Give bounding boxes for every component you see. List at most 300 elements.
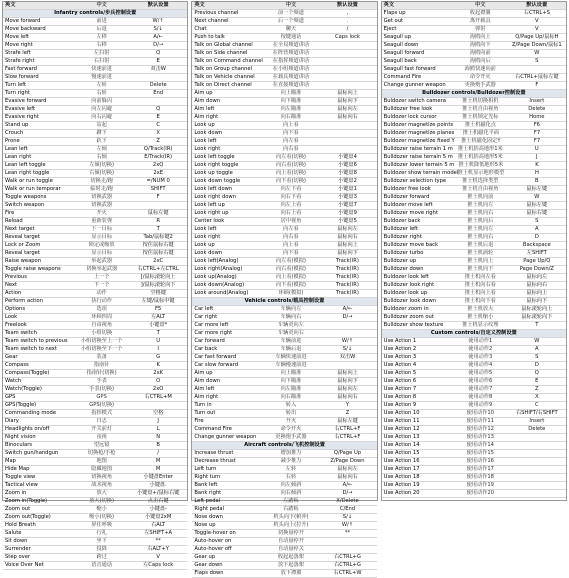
section-title	[192, 298, 376, 306]
table-row	[382, 346, 566, 354]
table-row	[192, 338, 376, 346]
table-row	[3, 554, 187, 562]
action-english: Gear	[5, 354, 18, 360]
table-row	[3, 274, 187, 282]
action-chinese: 向右看(切换)	[275, 162, 306, 168]
table-row	[382, 138, 566, 146]
action-chinese: 前进	[96, 18, 107, 24]
table-row	[382, 186, 566, 194]
default-key: Track(IR)	[336, 282, 359, 288]
action-english: Previous	[5, 274, 27, 280]
default-key: B	[535, 178, 539, 184]
table-row	[192, 242, 376, 250]
action-english: Use Action 15	[383, 450, 420, 456]
default-key: 鼠标向右	[337, 234, 358, 240]
action-english: Zoom in	[5, 490, 27, 496]
table-row	[382, 258, 566, 266]
default-key	[318, 58, 376, 65]
default-key: Q	[156, 106, 161, 112]
default-key: W	[534, 338, 540, 344]
action-chinese: 向左看	[283, 138, 299, 144]
table-row	[3, 490, 187, 498]
default-key: U	[534, 146, 539, 152]
column-header	[3, 2, 187, 10]
action-chinese: 切换走/跑	[90, 178, 113, 184]
action-chinese: 使用动作10	[466, 410, 494, 416]
action-chinese: 向右看(模拟)	[275, 266, 306, 272]
action-english: Look left	[194, 138, 217, 144]
table-row	[3, 26, 187, 34]
default-key: E	[156, 114, 160, 120]
default-key: 按住鼠标右键	[142, 242, 174, 248]
table-row	[382, 410, 566, 418]
table-row	[3, 506, 187, 514]
default-key: A/←	[342, 482, 353, 488]
action-chinese: 推土机后退	[467, 242, 494, 248]
action-chinese: 向右闪避	[91, 114, 113, 120]
table-row	[382, 34, 566, 42]
default-key: Track(IR)	[336, 266, 359, 272]
action-chinese: 缩小(切换)	[89, 514, 115, 520]
action-english: Zoom out(Toggle)	[5, 514, 51, 520]
action-english: Use Action 18	[383, 474, 420, 480]
default-key: 右CTRL+M	[144, 394, 172, 400]
default-key: 鼠标右键	[526, 210, 548, 216]
default-key: 小键盘2xM	[144, 514, 172, 520]
action-chinese: 在全局频道讲话	[272, 42, 310, 48]
default-key: 鼠标左键	[147, 210, 169, 216]
action-english: Bulldozer zoom out	[383, 314, 434, 320]
action-english: Look up	[194, 122, 215, 128]
table-row	[192, 210, 376, 218]
table-row	[382, 170, 566, 178]
action-english: Buldozer magnetize fixed Y	[383, 138, 455, 144]
action-chinese: 使用动作9	[468, 402, 493, 408]
action-chinese: 环顾(模拟)	[278, 290, 304, 296]
action-chinese: 后一个频道	[277, 18, 304, 24]
table-row	[3, 42, 187, 50]
action-english: Change gunner weapon	[194, 434, 257, 440]
default-key: U	[156, 338, 161, 344]
default-key: F6	[533, 122, 540, 128]
default-key: F7	[533, 138, 541, 144]
default-key: 右CTRL+W	[333, 570, 362, 576]
action-chinese: 在载具频道讲话	[272, 74, 310, 80]
default-key: Caps lock	[335, 34, 360, 40]
action-english: Switch gun/handgun	[5, 450, 59, 456]
action-english: Team switch to next	[5, 346, 57, 352]
action-chinese: 推土机向左看	[464, 274, 496, 280]
action-english: Action	[5, 290, 22, 296]
action-english: Turn right	[5, 90, 30, 96]
default-key: 小键盘3	[338, 194, 357, 200]
table-row	[192, 50, 376, 58]
table-row	[3, 82, 187, 90]
action-chinese: 左倾(切换)	[89, 162, 115, 168]
table-row	[3, 434, 187, 442]
default-key	[508, 458, 566, 465]
default-key: 鼠标向左	[337, 466, 358, 472]
table-row	[192, 66, 376, 74]
table-row	[3, 410, 187, 418]
action-chinese: 切换举起武器	[86, 266, 118, 272]
action-chinese: 放大	[96, 490, 107, 496]
default-key: 右CTRL+F	[334, 426, 361, 432]
default-key: J	[536, 154, 538, 160]
action-chinese: 使用动作6	[468, 378, 493, 384]
table-row	[3, 194, 187, 202]
section-title	[3, 10, 187, 18]
default-key: 小键盘5	[338, 218, 357, 224]
table-row	[3, 522, 187, 530]
default-key	[318, 330, 376, 337]
action-english: Freelook	[5, 322, 27, 328]
action-english: Talk on Global channel	[194, 42, 253, 48]
action-chinese: 右转	[96, 90, 107, 96]
table-row	[192, 194, 376, 202]
table-row	[192, 218, 376, 226]
action-english: Look up toggle	[194, 170, 233, 176]
action-chinese: 向右下看	[280, 194, 302, 200]
action-chinese: 推土机锁定光标	[462, 114, 499, 120]
action-english: Look right up	[194, 210, 229, 216]
table-row	[3, 130, 187, 138]
default-key: A/←	[342, 306, 353, 312]
default-key: 2xC	[153, 258, 164, 264]
action-chinese: 右扫射	[93, 58, 110, 64]
table-column-2	[191, 1, 377, 576]
default-key: =/NUM 0	[146, 178, 170, 184]
table-row	[192, 122, 376, 130]
default-key: E	[535, 378, 539, 384]
default-key	[318, 538, 376, 545]
table-row	[3, 178, 187, 186]
default-key	[129, 98, 187, 105]
table-row	[3, 466, 187, 474]
default-key	[508, 466, 566, 473]
action-chinese: 站起	[96, 122, 107, 128]
default-key	[318, 50, 376, 57]
default-key: 鼠标向左	[526, 274, 548, 280]
default-key: W/↑	[341, 338, 354, 344]
default-key: 小键盘4	[338, 154, 357, 160]
action-english: Walk or run toggle	[5, 178, 53, 184]
action-english: Reveal target	[5, 250, 40, 256]
action-chinese: 车辆向左	[280, 306, 302, 312]
action-english: Car slow forward	[194, 362, 239, 368]
table-row	[382, 250, 566, 258]
action-chinese: 夜视	[96, 434, 107, 440]
table-row	[382, 418, 566, 426]
action-chinese: 向右瞄准	[280, 114, 302, 120]
table-row	[3, 362, 187, 370]
action-chinese: 地图	[96, 458, 107, 464]
default-key: H	[535, 170, 539, 176]
action-english: Turn in	[194, 402, 212, 408]
default-key: .	[346, 18, 349, 24]
default-key: 小键盘-	[149, 506, 167, 512]
table-row	[192, 106, 376, 114]
default-key: E/Track(IR)	[144, 154, 173, 160]
action-chinese: 向上瞄准	[280, 370, 302, 376]
action-english: Bulldozer up	[383, 258, 417, 264]
action-chinese: 自动悬停关	[277, 546, 304, 552]
table-row	[382, 370, 566, 378]
action-english: Commanding mode	[5, 410, 57, 416]
default-key: 点击右键	[147, 498, 169, 504]
default-key	[318, 362, 376, 369]
table-row	[192, 170, 376, 178]
action-english: Bulldozer right	[383, 234, 422, 240]
table-row	[192, 266, 376, 274]
default-key: Insert	[529, 418, 545, 424]
action-chinese: 推土机抬高地形1米	[457, 146, 503, 152]
action-english: Use Action 17	[383, 466, 420, 472]
table-row	[192, 458, 376, 466]
default-key: 右CTRL+左CTRL	[137, 266, 179, 272]
action-chinese: 推土机向右看	[464, 282, 496, 288]
action-english: Fast forward	[5, 66, 37, 72]
table-row	[382, 378, 566, 386]
default-key: ,	[346, 10, 349, 16]
section-title	[192, 442, 376, 450]
action-english: Bulldozer lower terrain 5 m	[383, 162, 455, 168]
action-english: Buldozer lock cursor	[383, 114, 437, 120]
default-key: **	[344, 530, 351, 536]
table-row	[192, 130, 376, 138]
default-key	[508, 442, 566, 449]
action-chinese: 推土机向左	[467, 202, 494, 208]
action-chinese: 右踏板	[283, 506, 299, 512]
default-key: V	[156, 554, 160, 560]
table-row	[3, 562, 187, 570]
default-key: 双击W	[150, 66, 166, 72]
default-key: S	[535, 354, 539, 360]
action-chinese: 车辆后退	[280, 346, 302, 352]
action-english: Use Action 6	[383, 378, 417, 384]
default-key: M	[155, 466, 161, 472]
action-english: Use Action 4	[383, 362, 417, 368]
action-chinese: 屏住呼吸	[91, 522, 113, 528]
table-row	[3, 378, 187, 386]
action-english: Binoculars	[5, 442, 33, 448]
action-chinese: 语音通话	[91, 562, 113, 568]
table-row	[192, 202, 376, 210]
action-chinese: 向左看	[283, 226, 299, 232]
default-key: Page Down/Z	[519, 266, 554, 272]
table-row	[192, 362, 376, 370]
default-key: T	[156, 330, 160, 336]
action-chinese: 推土机向下看	[464, 298, 496, 304]
default-key: K	[156, 362, 160, 368]
header-default: 默认设置	[526, 2, 548, 8]
default-key: 右ALT+Y	[147, 546, 169, 552]
table-row	[192, 434, 376, 442]
default-key: Z	[156, 138, 160, 144]
action-english: Aim right	[194, 394, 219, 400]
action-chinese: 开火	[96, 210, 107, 216]
table-row	[192, 426, 376, 434]
default-key: 左SHIFT+A	[144, 530, 173, 536]
table-row	[192, 538, 376, 546]
table-row	[192, 154, 376, 162]
action-chinese: 车辆快速前进	[275, 354, 307, 360]
default-key: D/→	[342, 314, 353, 320]
action-english: Buldozer move left	[383, 202, 433, 208]
default-key: W/↑	[152, 18, 164, 24]
default-key: 鼠标向下	[337, 378, 358, 384]
default-key: ]/鼠标滚轮向下	[140, 282, 176, 288]
action-english: Car left	[194, 306, 214, 312]
action-english: Voice Over Net	[5, 562, 44, 568]
action-english: Surrender	[5, 546, 31, 552]
column-header	[382, 2, 566, 10]
default-key: End	[153, 90, 164, 96]
action-chinese: 推土机向下	[467, 266, 494, 272]
default-key: V	[535, 18, 539, 24]
action-english: Strafe left	[5, 50, 31, 56]
action-chinese: 选项	[96, 306, 107, 312]
table-row	[382, 50, 566, 58]
action-chinese: 战术视角	[91, 482, 113, 488]
action-english: Crouch	[5, 130, 24, 136]
default-key: [/鼠标滚轮向上	[140, 274, 176, 280]
action-chinese: 放大(切换)	[89, 498, 115, 504]
default-key: 鼠标向右	[526, 282, 548, 288]
action-english: Command Fire	[383, 74, 422, 80]
table-row	[192, 18, 376, 26]
default-key: 鼠标向上	[337, 370, 358, 376]
action-chinese: 向下看(切换)	[275, 178, 306, 184]
table-row	[382, 18, 566, 26]
action-chinese: 动作	[96, 290, 107, 296]
action-english: Use Action 11	[383, 418, 420, 424]
action-chinese: 锁定或缩放	[88, 242, 115, 248]
default-key	[318, 546, 376, 553]
action-chinese: 车辆慢速前进	[275, 362, 307, 368]
action-english: Look down	[194, 250, 223, 256]
table-row	[3, 426, 187, 434]
default-key: D	[534, 234, 539, 240]
default-key: I	[157, 346, 159, 352]
action-english: Walk or run temporar	[5, 186, 61, 192]
default-key: G	[156, 354, 161, 360]
table-row	[382, 242, 566, 250]
action-english: Previous channel	[194, 10, 239, 16]
action-english: Bulldozer raise terrain 1 m	[383, 146, 453, 152]
action-english: Decrease thrust	[194, 458, 236, 464]
action-english: Buldozer free look	[383, 186, 431, 192]
table-row	[192, 98, 376, 106]
default-key: B	[156, 442, 160, 448]
action-chinese: 向左看(模拟)	[275, 258, 306, 264]
default-key: 鼠标向右	[337, 394, 358, 400]
action-english: Buldozer show terrain model	[383, 170, 459, 176]
default-key: O	[156, 378, 161, 384]
action-english: Step over	[5, 554, 31, 560]
action-chinese: 更换炮手武器	[464, 82, 496, 88]
default-key: 鼠标滚轮向下	[521, 314, 553, 320]
default-key: S/↓	[153, 26, 163, 32]
table-row	[192, 466, 376, 474]
action-english: Watch(Toggle)	[5, 386, 42, 392]
table-row	[382, 210, 566, 218]
action-chinese: 使用动作18	[466, 474, 494, 480]
table-row	[382, 402, 566, 410]
action-english: Toggle-hover on	[194, 530, 236, 536]
action-chinese: 右移	[96, 42, 107, 48]
default-key	[129, 74, 187, 81]
table-row	[3, 106, 187, 114]
table-row	[382, 98, 566, 106]
default-key: 小键盘Enter	[143, 474, 173, 480]
action-chinese: 推土机抬高地形5米	[457, 154, 503, 160]
default-key: Y	[345, 402, 350, 408]
action-english: Look right	[194, 146, 221, 152]
action-english: Hide Map	[5, 466, 30, 472]
default-key: 鼠标向下	[337, 250, 358, 256]
action-chinese: 放下襟翼	[280, 570, 302, 576]
action-chinese: 向上看	[283, 122, 299, 128]
action-english: Look right	[194, 234, 221, 240]
action-english: Buldozer switch camera	[383, 98, 446, 104]
default-key: A	[535, 226, 539, 232]
action-chinese: 推土机显示纹理	[462, 322, 499, 328]
default-key: F	[535, 82, 539, 88]
default-key: S	[535, 58, 539, 64]
table-row	[382, 490, 566, 498]
default-key: 鼠标左键	[526, 186, 548, 192]
table-row	[3, 458, 187, 466]
action-chinese: 自由视角	[91, 322, 113, 328]
action-chinese: 环顾四周	[91, 314, 113, 320]
table-row	[192, 186, 376, 194]
action-chinese: 居中视角	[280, 218, 302, 224]
default-key: C	[535, 402, 539, 408]
action-english: Bank left	[194, 482, 218, 488]
action-english: Move left	[5, 34, 29, 40]
table-row	[3, 402, 187, 410]
action-chinese: 向右看	[283, 234, 299, 240]
table-row	[3, 210, 187, 218]
action-chinese: 向下瞄准	[280, 98, 302, 104]
table-row	[3, 58, 187, 66]
action-chinese: 使用动作1	[468, 338, 493, 344]
table-row	[382, 114, 566, 122]
action-english: Use Action 10	[383, 410, 420, 416]
table-row	[192, 450, 376, 458]
table-row	[3, 282, 187, 290]
default-key: F7	[533, 130, 541, 136]
table-row	[382, 274, 566, 282]
table-row	[192, 58, 376, 66]
column-header	[192, 2, 376, 10]
action-english: Seagull fast forward	[383, 66, 436, 72]
action-english: Use Action 13	[383, 434, 420, 440]
action-english: Headlights on/off	[5, 426, 50, 432]
action-chinese: 向左闪避	[91, 106, 113, 112]
action-english: Command Fire	[194, 426, 232, 432]
action-english: Car forward	[194, 338, 225, 344]
action-english: Compass	[5, 362, 29, 368]
default-key: 鼠标向左	[337, 226, 358, 232]
action-chinese: 切换悬停开	[277, 530, 304, 536]
default-key: 鼠标左键	[337, 418, 358, 424]
action-chinese: 向下瞄准	[280, 378, 302, 384]
action-chinese: 向上看(切换)	[275, 170, 306, 176]
table-row	[3, 394, 187, 402]
default-key	[318, 130, 376, 137]
